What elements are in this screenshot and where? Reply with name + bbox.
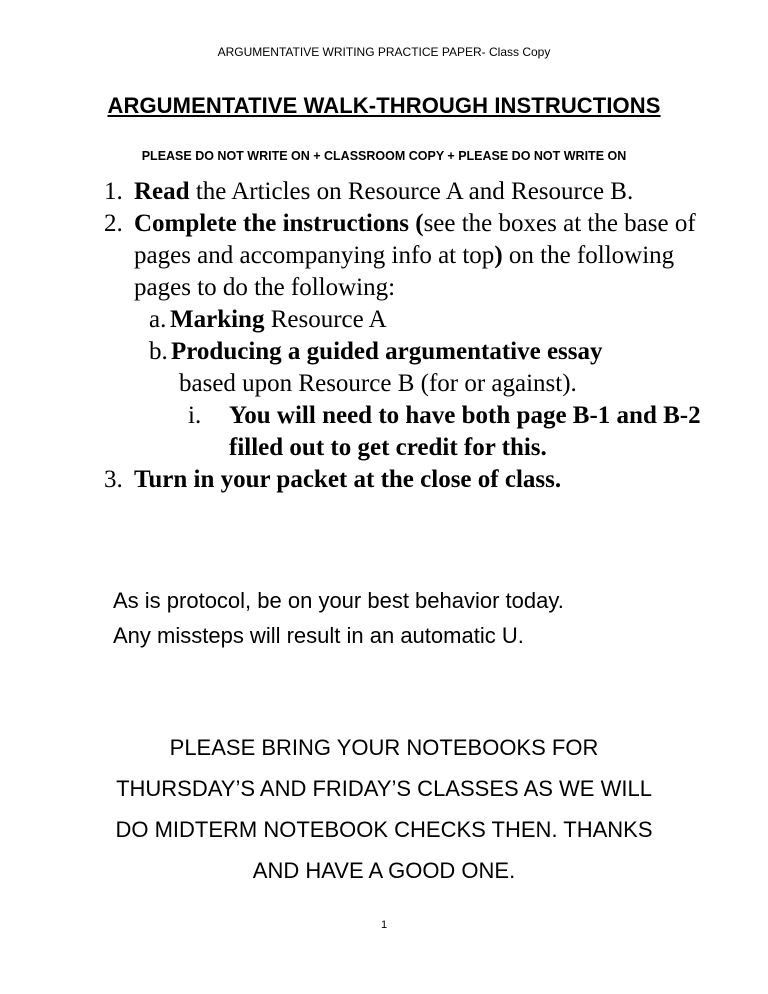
step-number: 3. — [104, 466, 123, 493]
step-letter: a. — [149, 306, 167, 333]
step-keyword: Complete the instructions ( — [134, 210, 424, 237]
step-text: see the boxes at the base of pages and accompanying info at top — [134, 210, 696, 269]
instructions-list — [104, 176, 704, 496]
closing-note — [0, 727, 768, 891]
step-roman: i. — [188, 402, 202, 429]
closing-line-1: PLEASE BRING YOUR NOTEBOOKS FOR — [169, 735, 599, 760]
step-keyword: Read — [134, 178, 190, 205]
page-title: ARGUMENTATIVE WALK-THROUGH INSTRUCTIONS — [107, 93, 661, 118]
instruction-step-1 — [104, 176, 704, 208]
step-number: 2. — [104, 210, 123, 237]
step-text: Resource A — [264, 306, 387, 333]
step-keyword: Producing a guided argumentative essay — [171, 338, 603, 365]
protocol-line-2: Any missteps will result in an automatic U. — [113, 623, 524, 648]
protocol-note — [113, 583, 564, 653]
step-text-cont: on the following pages to do the following: — [134, 242, 675, 301]
instruction-step-2a — [104, 304, 704, 336]
closing-line-4: AND HAVE A GOOD ONE. — [252, 858, 516, 883]
instruction-step-3 — [104, 464, 704, 496]
step-keyword: Turn in your packet at the close of class. — [134, 466, 562, 493]
instruction-step-2 — [104, 208, 704, 304]
page-number: 1 — [380, 919, 388, 931]
step-text: based upon Resource B (for or against). — [179, 370, 577, 397]
step-letter: b. — [149, 338, 168, 365]
instruction-step-2b-i — [104, 400, 704, 464]
closing-line-2: THURSDAY’S AND FRIDAY’S CLASSES AS WE WILL — [116, 776, 652, 801]
step-text: the Articles on Resource A and Resource B. — [189, 178, 634, 205]
page-subtitle: PLEASE DO NOT WRITE ON + CLASSROOM COPY + PLEASE DO NOT WRITE ON — [141, 149, 627, 163]
instruction-step-2b — [104, 336, 704, 400]
running-header: ARGUMENTATIVE WRITING PRACTICE PAPER- Class Copy — [217, 45, 551, 59]
step-keyword: You will need to have both page B-1 and B-2 filled out to get credit for this. — [229, 402, 701, 461]
step-paren: ) — [494, 242, 503, 269]
step-keyword: Marking — [170, 306, 265, 333]
step-number: 1. — [104, 178, 123, 205]
closing-line-3: DO MIDTERM NOTEBOOK CHECKS THEN. THANKS — [115, 817, 653, 842]
protocol-line-1: As is protocol, be on your best behavior today. — [113, 588, 564, 613]
